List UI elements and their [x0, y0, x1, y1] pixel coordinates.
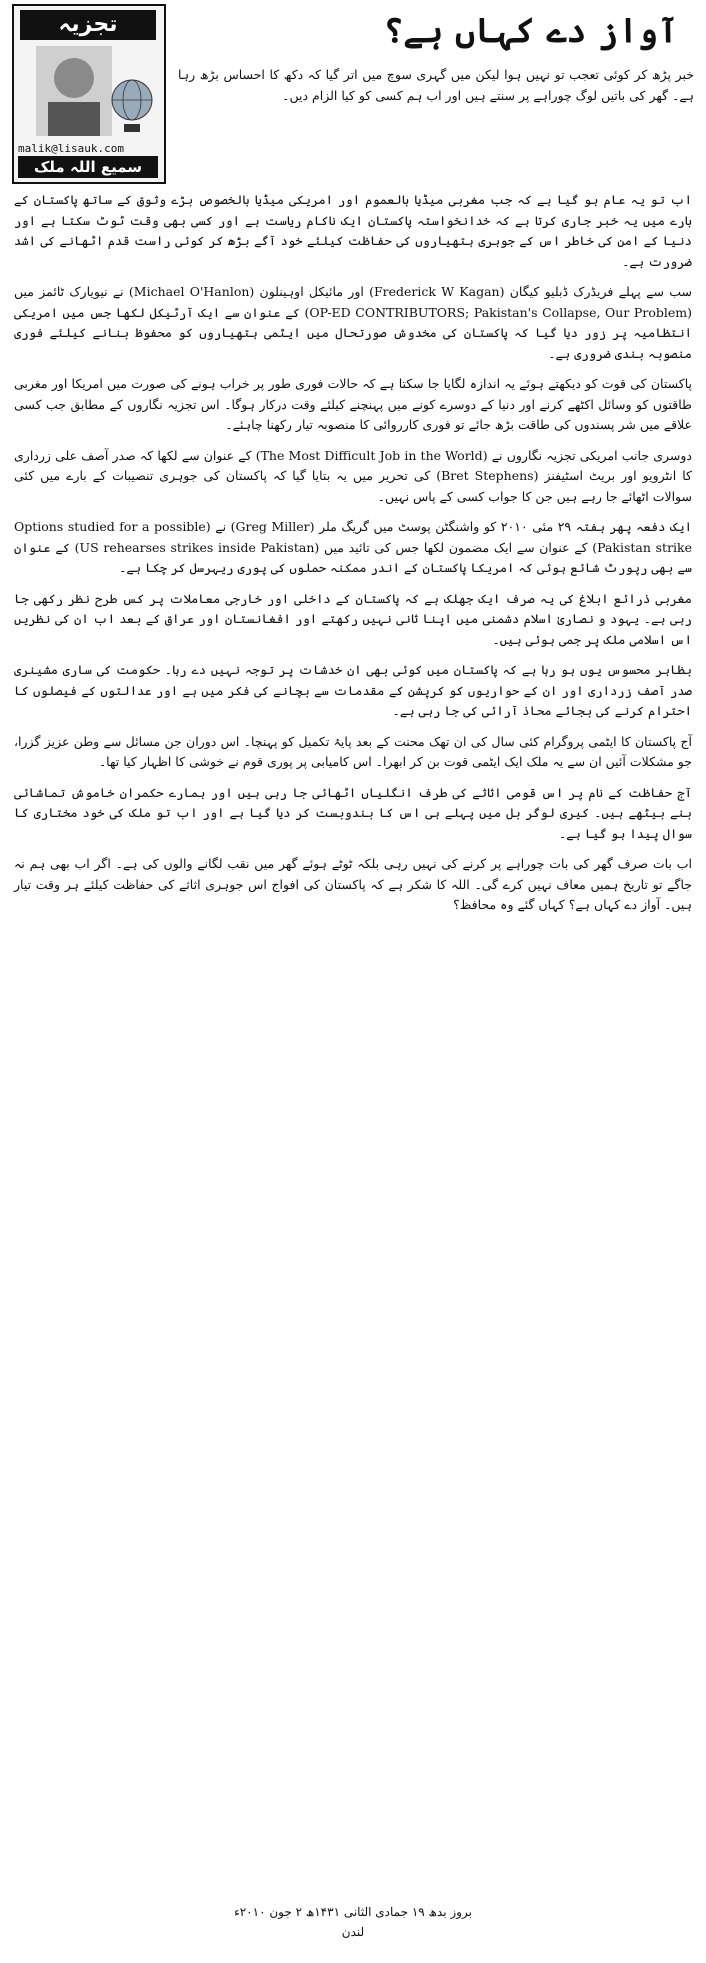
author-name: سمیع اللہ ملک: [18, 156, 158, 178]
dateline: [0, 1902, 706, 1942]
author-box: [12, 4, 166, 184]
paragraph: ایک دفعہ پھر ہفتہ ۲۹ مئی ۲۰۱۰ کو واشنگٹن پوسٹ میں گریگ ملر (Greg Miller) نے (Options studied for a possible Pakistan strike) کے عنوان سے ایک مضمون لکھا جس کی تائید میں (US rehearses strikes inside Pakistan) کے عنوان سے بھی رپورٹ شائع ہوئی کہ امریکا پاکستان کے اندر ممکنہ حملوں کی پوری ریہرسل کر چکا ہے۔: [14, 519, 693, 575]
intro-paragraph: خبر پڑھ کر کوئی تعجب تو نہیں ہوا لیکن میں گہری سوچ میں اتر گیا کہ دکھ کا احساس بڑھ رہا ہے۔ گھر کی باتیں لوگ چوراہے پر سنتے ہیں اور اب ہم کسی کو کیا الزام دیں۔: [178, 67, 694, 103]
headline: آواز دے کہاں ہے؟: [383, 11, 678, 51]
dateline-place: لندن: [341, 1925, 365, 1939]
article-body: [14, 190, 692, 926]
author-portrait: [36, 46, 112, 136]
paragraph: اب بات صرف گھر کی بات چوراہے پر کرنے کی نہیں رہی بلکہ ٹوٹے ہوئے گھر میں نقب لگانے والوں کی ہے۔ اگر اب بھی ہم نہ جاگے تو تاریخ ہمیں معاف نہیں کرے گی۔ اللہ کا شکر ہے کہ پاکستان کی افواج اس جوہری اثاثے کی حفاظت کیلئے ہر وقت تیار ہیں۔ آواز دے کہاں ہے؟ کہاں گئے وہ محافظ؟: [14, 856, 692, 912]
paragraph: اب تو یہ عام ہو گیا ہے کہ جب مغربی میڈیا بالعموم اور امریکی میڈیا بالخصوص بڑے وثوق کے ساتھ پاکستان کے بارے میں یہ خبر جاری کرتا ہے کہ خدانخواستہ پاکستان ایک ناکام ریاست ہے اور کسی بھی وقت ٹوٹ سکتا ہے اور دنیا کے امن کی خاطر اس کے جوہری ہتھیاروں کی حفاظت کیلئے خود آگے بڑھ کر کوئی راست قدم اٹھانے کی اشد ضرورت ہے۔: [14, 192, 692, 269]
paragraph: دوسری جانب امریکی تجزیہ نگاروں نے (The Most Difficult Job in the World) کے عنوان سے لکھا کہ صدر آصف علی زرداری کا انٹرویو اور بریٹ اسٹیفنز (Bret Stephens) کی تحریر میں یہ بتایا گیا کہ پاکستان کی جوہری تنصیبات کے بارے میں کئی سوالات اٹھائے جا رہے ہیں جن کا جواب کسی کے پاس نہیں۔: [14, 447, 692, 504]
paragraph: آج پاکستان کا ایٹمی پروگرام کئی سال کی ان تھک محنت کے بعد پایۂ تکمیل کو پہنچا۔ اس دوران جن مسائل سے وطن عزیز گزرا، جو مشکلات آئیں ان سے یہ ملک ایک ایٹمی قوت بن کر ابھرا۔ اس کامیابی پر پوری قوم نے خوشی کا اظہار کیا تھا۔: [14, 733, 692, 769]
paragraph: آج حفاظت کے نام پر اس قومی اثاثے کی طرف انگلیاں اٹھائی جا رہی ہیں اور ہمارے حکمران خاموش تماشائی بنے بیٹھے ہیں۔ کیری لوگر بل میں پہلے ہی اس کا بندوبست کر دیا گیا ہے اور اب تو ملک کی خود مختاری کا سوال پیدا ہو گیا ہے۔: [14, 784, 692, 841]
paragraph: پاکستان کی قوت کو دیکھتے ہوئے یہ اندازہ لگایا جا سکتا ہے کہ حالات فوری طور پر خراب ہونے کی صورت میں امریکا اور مغربی طاقتوں کو وسائل اکٹھے کرنے اور دنیا کے دوسرے کونے میں پہنچنے کیلئے وقت درکار ہوگا۔ اس تجزیہ نگاروں کے مطابق جب کسی علاقے میں شر پسندوں کی طاقت بڑھ جائے تو فوری کارروائی کا منصوبہ تیار رکھنا چاہئے۔: [14, 376, 692, 432]
column-tag: تجزیہ: [20, 10, 156, 40]
paragraph: سب سے پہلے فریڈرک ڈبلیو کیگان (Frederick W Kagan) اور مائیکل اوہینلون (Michael O'Hanlon) نے نیویارک ٹائمز میں (OP-ED CONTRIBUTORS; Pakistan's Collapse, Our Problem) کے عنوان سے ایک آرٹیکل لکھا جس میں امریکی انتظامیہ پر زور دیا گیا کہ پاکستان کی مخدوش صورتحال میں ایٹمی ہتھیاروں کو محفوظ بنانے کیلئے فوری منصوبہ بندی ضروری ہے۔: [14, 284, 692, 361]
column-header: [8, 4, 698, 184]
author-email[interactable]: malik@lisauk.com: [18, 142, 124, 155]
paragraph: بظاہر محسوس یوں ہو رہا ہے کہ پاکستان میں کوئی بھی ان خدشات پر توجہ نہیں دے رہا۔ حکومت کی ساری مشینری صدر آصف زرداری اور ان کے حواریوں کو کرپشن کے مقدمات سے بچانے کی فکر میں ہے اور عدالتوں کے فیصلوں کا احترام کرنے کی بجائے محاذ آرائی کی جا رہی ہے۔: [14, 662, 692, 718]
dateline-date: بروز بدھ ۱۹ جمادی الثانی ۱۴۳۱ھ ۲ جون ۲۰۱۰ء: [234, 1905, 472, 1919]
globe-icon: [108, 76, 156, 136]
paragraph: مغربی ذرائع ابلاغ کی یہ صرف ایک جھلک ہے کہ پاکستان کے داخلی اور خارجی معاملات پر کس طرح نظر رکھی جا رہی ہے۔ یہود و نصاریٰ اسلام دشمنی میں اپنا ثانی نہیں رکھتے اور افغانستان اور عراق کے بعد اب ان کی نظریں اس اسلامی ملک پر جمی ہوئی ہیں۔: [14, 590, 692, 647]
